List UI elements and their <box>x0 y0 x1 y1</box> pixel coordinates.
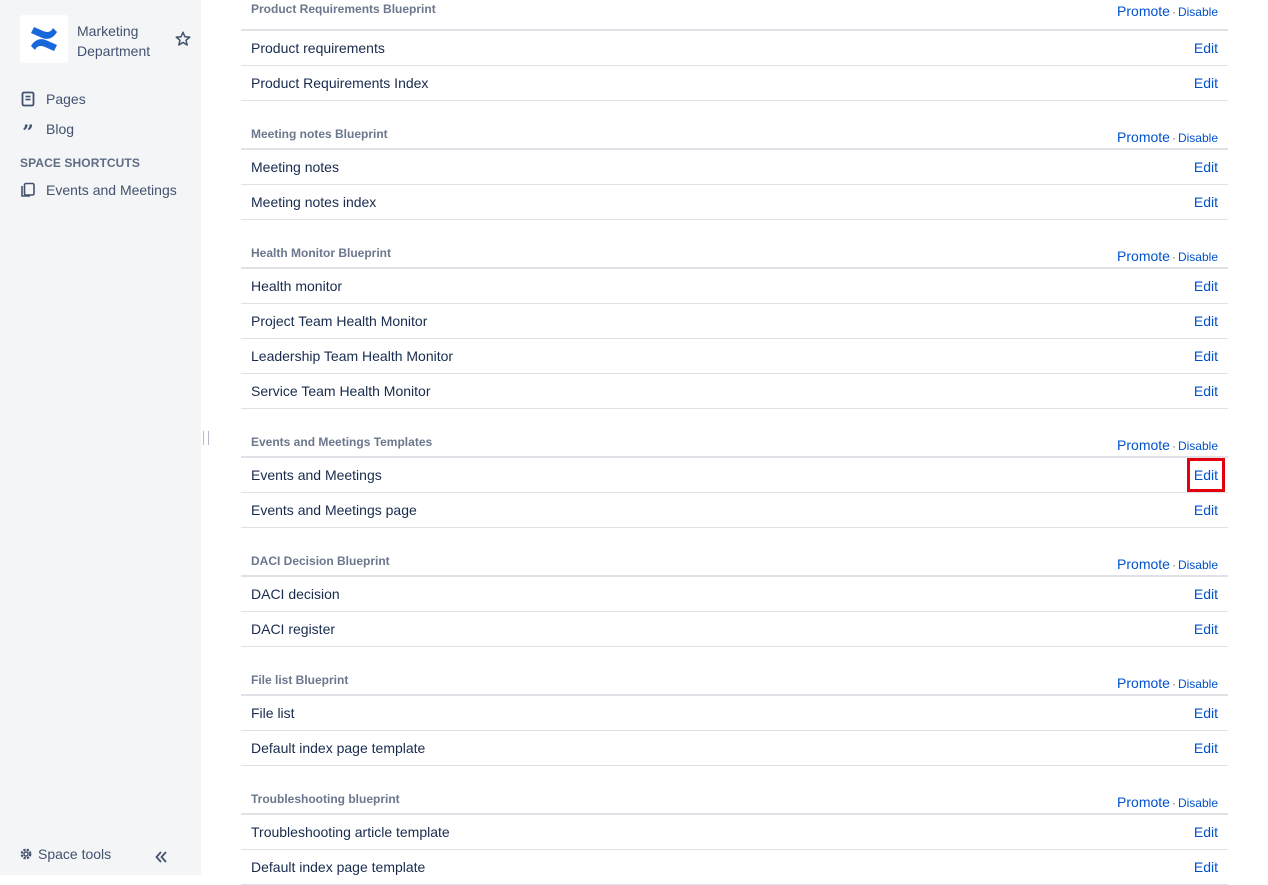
template-row <box>241 185 1228 220</box>
gear-icon <box>18 846 34 862</box>
template-group-actions <box>1117 437 1218 453</box>
template-row <box>241 612 1228 647</box>
template-name: Leadership Team Health Monitor <box>251 348 454 364</box>
template-group-title: Meeting notes Blueprint <box>251 127 388 141</box>
disable-link[interactable]: Disable <box>1177 796 1218 810</box>
space-name[interactable]: Marketing Department <box>77 23 151 59</box>
disable-link[interactable]: Disable <box>1177 558 1218 572</box>
template-group-actions <box>1117 248 1218 264</box>
star-icon[interactable] <box>174 30 192 48</box>
edit-link[interactable]: Edit <box>1193 194 1218 210</box>
edit-link[interactable]: Edit <box>1193 740 1218 756</box>
edit-link[interactable]: Edit <box>1193 40 1218 56</box>
template-group-header <box>241 783 1228 815</box>
template-group-actions <box>1117 556 1218 572</box>
promote-link[interactable]: Promote <box>1117 437 1170 453</box>
promote-link[interactable]: Promote <box>1117 675 1170 691</box>
copy-icon <box>20 182 36 198</box>
template-name: Project Team Health Monitor <box>251 313 428 329</box>
template-name: Product requirements <box>251 40 385 56</box>
sidebar <box>0 0 201 875</box>
template-name: Meeting notes <box>251 159 339 175</box>
template-name: Health monitor <box>251 278 343 294</box>
disable-link[interactable]: Disable <box>1177 5 1218 19</box>
template-group-header <box>241 664 1228 696</box>
template-row <box>241 577 1228 612</box>
edit-link[interactable]: Edit <box>1193 467 1218 483</box>
promote-link[interactable]: Promote <box>1117 3 1170 19</box>
sidebar-item-label: Events and Meetings <box>46 182 177 198</box>
sidebar-item-blog[interactable] <box>20 119 75 144</box>
sidebar-item-label: Blog <box>46 121 75 137</box>
edit-link[interactable]: Edit <box>1193 586 1218 602</box>
template-group-actions <box>1117 675 1218 691</box>
separator: · <box>1171 677 1176 691</box>
collapse-sidebar-icon[interactable] <box>152 848 170 866</box>
template-name: File list <box>251 705 295 721</box>
template-group-header <box>241 118 1228 150</box>
disable-link[interactable]: Disable <box>1177 439 1218 453</box>
template-name: DACI register <box>251 621 336 637</box>
edit-link[interactable]: Edit <box>1193 824 1218 840</box>
template-name: Default index page template <box>251 740 426 756</box>
disable-link[interactable]: Disable <box>1177 677 1218 691</box>
edit-link[interactable]: Edit <box>1193 313 1218 329</box>
template-row <box>241 304 1228 339</box>
quote-icon: ” <box>22 120 34 144</box>
template-group-actions <box>1117 129 1218 145</box>
template-group-header <box>241 545 1228 577</box>
space-shortcuts-heading: SPACE SHORTCUTS <box>20 156 140 170</box>
separator: · <box>1171 131 1176 145</box>
separator: · <box>1171 439 1176 453</box>
separator: · <box>1171 250 1176 264</box>
edit-link[interactable]: Edit <box>1193 621 1218 637</box>
template-group-title: Troubleshooting blueprint <box>251 792 400 806</box>
template-group-actions <box>1117 794 1218 810</box>
edit-link[interactable]: Edit <box>1193 348 1218 364</box>
template-row <box>241 269 1228 304</box>
promote-link[interactable]: Promote <box>1117 129 1170 145</box>
page-icon <box>20 91 36 107</box>
template-group-actions <box>1117 3 1218 19</box>
edit-link[interactable]: Edit <box>1193 159 1218 175</box>
edit-link[interactable]: Edit <box>1193 705 1218 721</box>
template-group-header <box>241 237 1228 269</box>
template-name: DACI decision <box>251 586 340 602</box>
template-group-header <box>241 0 1228 31</box>
template-name: Default index page template <box>251 859 426 875</box>
template-row <box>241 374 1228 409</box>
promote-link[interactable]: Promote <box>1117 248 1170 264</box>
promote-link[interactable]: Promote <box>1117 794 1170 810</box>
template-row <box>241 66 1228 101</box>
edit-link[interactable]: Edit <box>1193 383 1218 399</box>
template-group-title: Health Monitor Blueprint <box>251 246 391 260</box>
template-row <box>241 339 1228 374</box>
template-row <box>241 815 1228 850</box>
template-name: Events and Meetings <box>251 467 382 483</box>
template-row <box>241 731 1228 766</box>
space-tools-button[interactable] <box>18 846 111 862</box>
promote-link[interactable]: Promote <box>1117 556 1170 572</box>
template-row <box>241 150 1228 185</box>
separator: · <box>1171 796 1176 810</box>
template-name: Meeting notes index <box>251 194 377 210</box>
template-name: Troubleshooting article template <box>251 824 450 840</box>
edit-link[interactable]: Edit <box>1193 859 1218 875</box>
separator: · <box>1171 558 1176 572</box>
template-group-title: Events and Meetings Templates <box>251 435 433 449</box>
template-group-header <box>241 426 1228 458</box>
template-row <box>241 31 1228 66</box>
template-row <box>241 458 1228 493</box>
edit-link[interactable]: Edit <box>1193 278 1218 294</box>
template-name: Service Team Health Monitor <box>251 383 431 399</box>
sidebar-shortcut-events-and-meetings[interactable] <box>20 180 177 200</box>
space-logo[interactable] <box>20 15 68 63</box>
disable-link[interactable]: Disable <box>1177 250 1218 264</box>
sidebar-resize-handle[interactable] <box>203 431 209 445</box>
sidebar-item-label: Pages <box>46 91 86 107</box>
template-name: Events and Meetings page <box>251 502 417 518</box>
confluence-logo-icon <box>28 23 60 55</box>
templates-table <box>241 0 1228 875</box>
separator: · <box>1171 5 1176 19</box>
template-row <box>241 493 1228 528</box>
disable-link[interactable]: Disable <box>1177 131 1218 145</box>
edit-link[interactable]: Edit <box>1193 75 1218 91</box>
template-group-title: Product Requirements Blueprint <box>251 2 436 16</box>
space-header <box>20 15 196 63</box>
template-row <box>241 850 1228 885</box>
template-group-title: DACI Decision Blueprint <box>251 554 390 568</box>
template-group-title: File list Blueprint <box>251 673 349 687</box>
template-name: Product Requirements Index <box>251 75 429 91</box>
sidebar-item-pages[interactable] <box>20 89 86 109</box>
edit-link[interactable]: Edit <box>1193 502 1218 518</box>
template-row <box>241 696 1228 731</box>
space-tools-label: Space tools <box>38 846 112 862</box>
